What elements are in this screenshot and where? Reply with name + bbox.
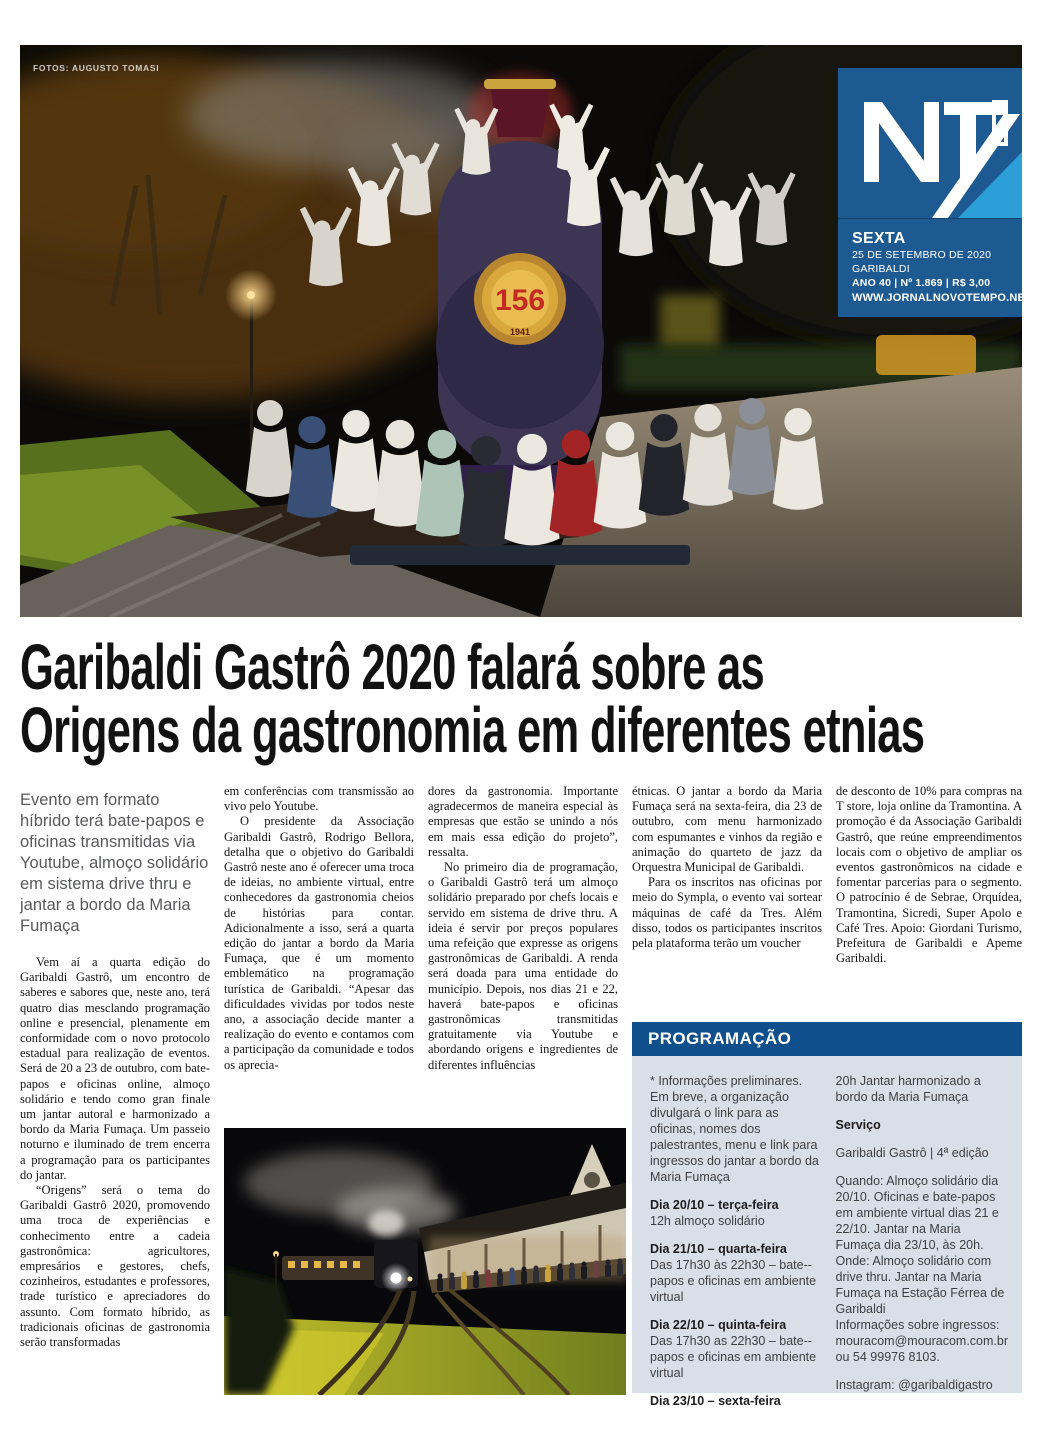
program-column-right <box>836 1073 1008 1393</box>
secondary-photo-illustration <box>224 1128 626 1395</box>
headline-line-1: Garibaldi Gastrô 2020 falará sobre as <box>20 631 765 703</box>
article-paragraph: O presidente da Associação Garibaldi Gastrô, Rodrigo Bellora, detalha que o objetivo do Garibaldi Gastrô neste ano é oferecer uma troca de ideias, no ambiente virtual, entre conhecedores da gastronomia cheios de histórias para contar. Adicionalmente a isso, será a quarta edição do jantar a bordo da Maria Fumaça, que é um momento emblemático na programação turística de Garibaldi. “Apesar das dificuldades vividas por todos neste ano, a associação decide manter a realização do evento e contamos com a participação da comunidade e todos os aprecia- <box>224 814 414 1072</box>
program-day <box>650 1197 820 1229</box>
article-paragraph: “Origens” será o tema do Garibaldi Gastrô 2020, promovendo uma troca de experiências e conhecimento entre a cadeia gastronômica: agricultores, empresários e gestores, chefs, cozinheiros, estudantes e professores, trade turístico e apreciadores do assunto. Com formato híbrido, as tradicionais oficinas de gastronomia serão transformadas <box>20 1183 210 1350</box>
program-day <box>650 1317 820 1381</box>
program-day-title: Dia 21/10 – quarta-feira <box>650 1242 787 1256</box>
program-day <box>650 1393 820 1409</box>
article-paragraph: em conferências com transmissão ao vivo pelo Youtube. <box>224 784 414 814</box>
program-day <box>650 1241 820 1305</box>
program-box-body <box>632 1056 1022 1408</box>
masthead-date: 25 DE SETEMBRO DE 2020 <box>852 249 992 261</box>
program-dinner: 20h Jantar harmonizado a bordo da Maria Fumaça <box>835 1074 981 1104</box>
article-paragraph: No primeiro dia de programação, o Garibaldi Gastrô terá um almoço solidário preparado por chefs locais e servido em sistema de drive thru. A ideia é servir por preços populares uma refeição que expresse as origens gastronômicas de Garibaldi. A renda será doada para uma entidade do município. Depois, nos dias 21 e 22, haverá bate-papos e oficinas gastronômicas transmitidas gratuitamente via Youtube e abordando origens e ingredientes de diferentes influências <box>428 860 618 1072</box>
article-paragraph: Para os inscritos nas oficinas por meio do Sympla, o evento vai sortear máquinas de café da Tres. Além disso, todos os participantes inscritos pela plataforma terão um voucher <box>632 875 822 951</box>
masthead <box>838 68 1032 317</box>
program-edition: Garibaldi Gastrô | 4ª edição <box>835 1146 989 1160</box>
program-note: * Informações preliminares. Em breve, a organização divulgará o link para as oficinas, nomes dos palestrantes, menu e link para ingressos do jantar a bordo da Maria Fumaça <box>650 1074 819 1184</box>
program-day-title: Dia 23/10 – sexta-feira <box>650 1394 781 1408</box>
program-column-left <box>650 1073 820 1408</box>
article-column-2 <box>224 784 414 1073</box>
article-column-4 <box>632 784 822 951</box>
program-day-title: Dia 22/10 – quinta-feira <box>650 1318 787 1332</box>
program-day-title: Dia 20/10 – terça-feira <box>650 1198 779 1212</box>
masthead-website: WWW.JORNALNOVOTEMPO.NET <box>852 292 1032 304</box>
article-paragraph: étnicas. O jantar a bordo da Maria Fumaça será na sexta-feira, dia 23 de outubro, com menu harmonizado com espumantes e vinhos da região e animação do quarteto de jazz da Orquestra Municipal de Garibaldi. <box>632 784 822 875</box>
program-day-text: 12h almoço solidário <box>650 1214 765 1228</box>
masthead-panel <box>838 218 1032 317</box>
masthead-day: SEXTA <box>852 230 906 247</box>
photo-credit: FOTOS: AUGUSTO TOMASI <box>33 63 160 73</box>
article-column-5 <box>836 784 1022 966</box>
article-paragraph: de desconto de 10% para compras na T store, loja online da Tramontina. A promoção é da Associação Garibaldi Gastrô, que reúne empreendimentos locais com o objetivo de ampliar os eventos gastronômicos na cidade e fomentar parcerias para o segmento. O patrocínio é de Sebrae, Orquídea, Tramontina, Sicredi, Super Apolo e Café Tres. Apoio: Giordani Turismo, Prefeitura de Garibaldi e Apeme Garibaldi. <box>836 784 1022 966</box>
headline <box>20 631 1030 766</box>
article-column-3 <box>428 784 618 1073</box>
masthead-city: GARIBALDI <box>852 263 910 275</box>
locomotive-year: 1941 <box>509 327 531 337</box>
headline-line-2: Origens da gastronomia em diferentes etnias <box>20 694 925 766</box>
program-service-heading: Serviço <box>835 1118 881 1132</box>
article-column-1 <box>20 784 210 1350</box>
article-paragraph: dores da gastronomia. Importante agradecermos de maneira especial às empresas que estão se unindo a nós em mais essa edição do projeto”, ressalta. <box>428 784 618 859</box>
secondary-photo <box>224 1128 626 1395</box>
nt-logo-icon <box>838 68 1022 218</box>
program-onde: Onde: Almoço solidário com drive thru. Jantar na Maria Fumaça na Estação Férrea de Garibaldi <box>835 1254 1005 1316</box>
program-instagram: Instagram: @garibaldigastro <box>835 1378 993 1392</box>
program-box-title: PROGRAMAÇÃO <box>632 1022 1022 1056</box>
article-paragraph: Vem aí a quarta edição do Garibaldi Gastrô, um encontro de saberes e sabores que, neste ano, terá quatro dias mesclando programação online e presencial, plenamente em conformidade com o novo protocolo estadual para realização de eventos. Será de 20 a 23 de outubro, com bate-papos e oficinas online, almoço solidário e tendo como gran finale um jantar autoral e harmonizado a bordo da Maria Fumaça. Um passeio noturno e iluminado de trem encerra a programação para os participantes do jantar. <box>20 955 210 1182</box>
program-day-text: Das 17h30 as 22h30 – bate--papos e oficinas em ambiente virtual <box>650 1334 817 1380</box>
locomotive-number: 156 <box>494 284 546 317</box>
program-quando: Quando: Almoço solidário dia 20/10. Oficinas e bate-papos em ambiente virtual dias 21 e 22/10. Jantar na Maria Fumaça dia 23/10, às 20h. <box>835 1174 999 1252</box>
program-day-text: Das 17h30 às 22h30 – bate--papos e oficinas em ambiente virtual <box>650 1258 817 1304</box>
program-info-ingressos: Informações sobre ingressos: mouracom@mouracom.com.br ou 54 99976 8103. <box>835 1318 1009 1364</box>
article-lede: Evento em formato híbrido terá bate-papos e oficinas transmitidas via Youtube, almoço solidário em sistema drive thru e jantar a bordo da Maria Fumaça <box>20 791 209 935</box>
masthead-edition: ANO 40 | Nº 1.869 | R$ 3,00 <box>852 277 991 289</box>
program-box <box>632 1022 1022 1408</box>
